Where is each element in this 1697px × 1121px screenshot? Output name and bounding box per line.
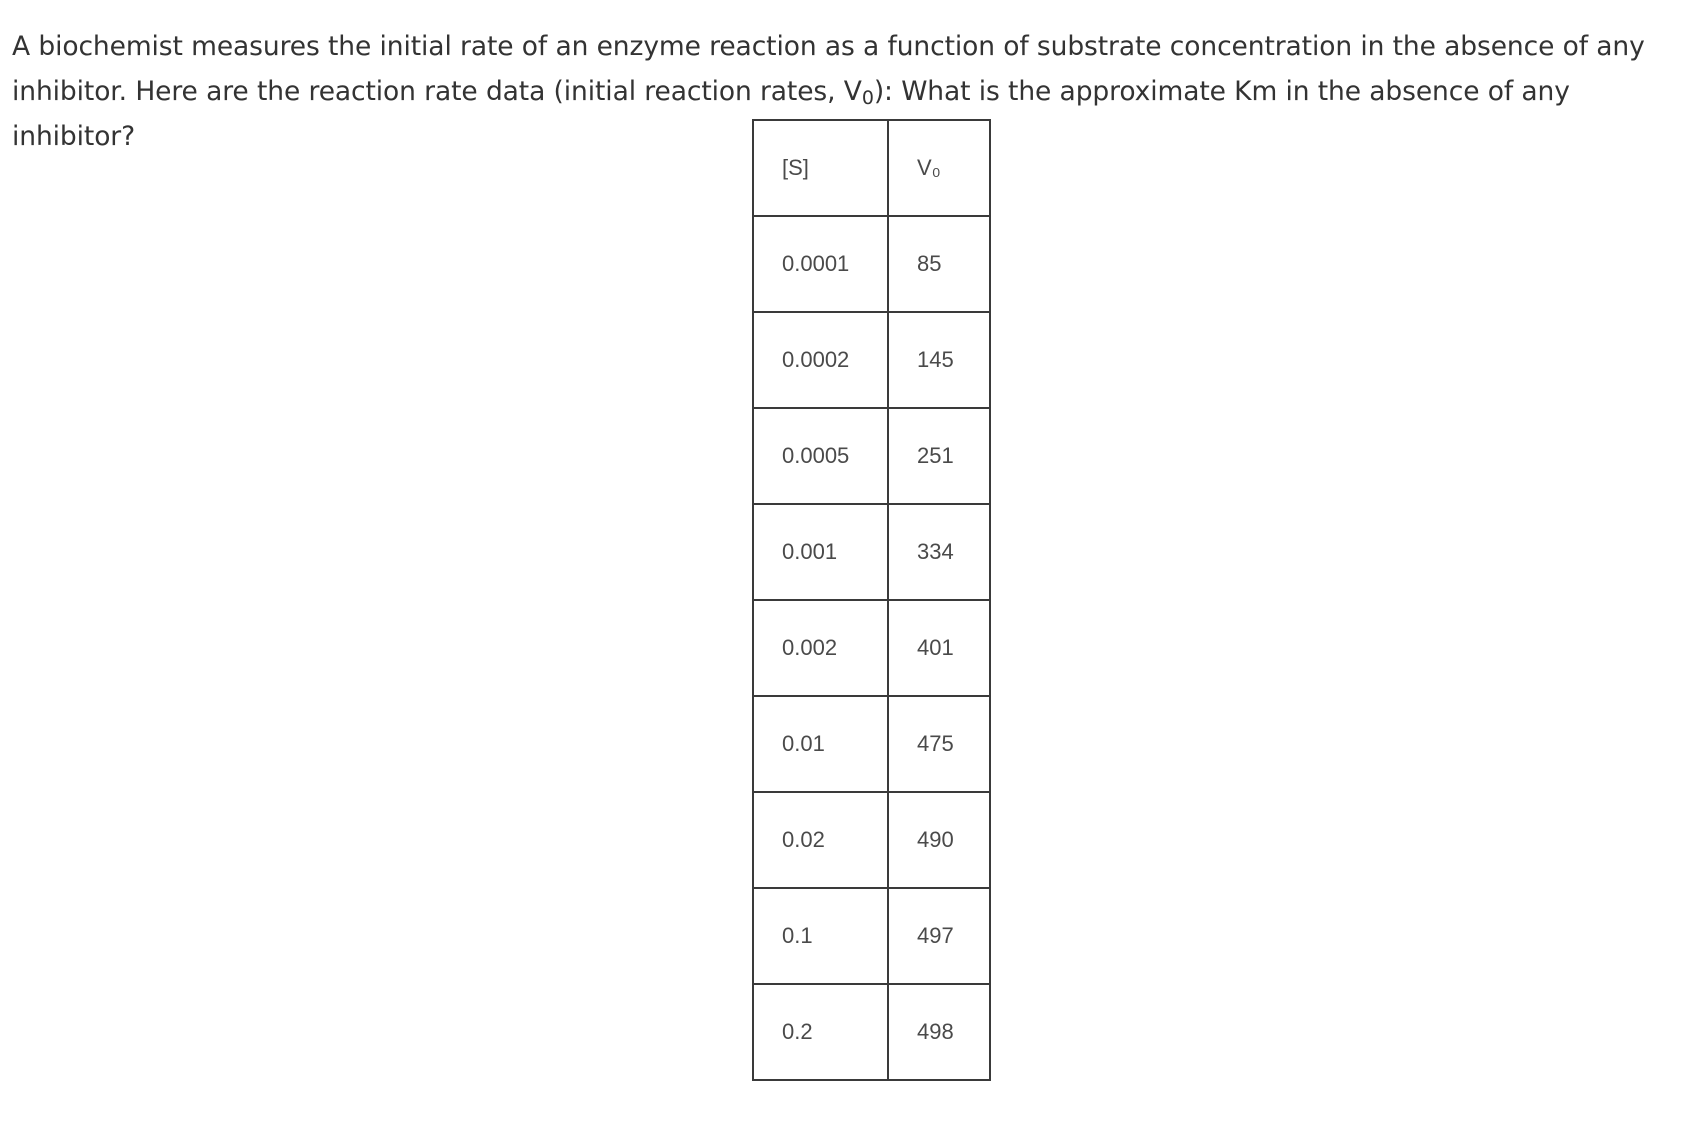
substrate-cell: 0.1 <box>753 888 888 984</box>
velocity-cell: 401 <box>888 600 990 696</box>
table-row <box>753 792 990 888</box>
substrate-cell: 0.0001 <box>753 216 888 312</box>
rate-data-table <box>752 119 991 1081</box>
velocity-cell: 475 <box>888 696 990 792</box>
velocity-cell: 85 <box>888 216 990 312</box>
velocity-cell: 145 <box>888 312 990 408</box>
table-row <box>753 984 990 1080</box>
table-row <box>753 408 990 504</box>
table-row <box>753 696 990 792</box>
substrate-cell: 0.0005 <box>753 408 888 504</box>
substrate-cell: 0.02 <box>753 792 888 888</box>
velocity-cell: 334 <box>888 504 990 600</box>
substrate-cell: 0.01 <box>753 696 888 792</box>
table-header-row <box>753 120 990 216</box>
velocity-cell: 251 <box>888 408 990 504</box>
velocity-cell: 490 <box>888 792 990 888</box>
table-row <box>753 600 990 696</box>
header-velocity: V₀ <box>888 120 990 216</box>
question-subscript: 0 <box>861 87 874 109</box>
substrate-cell: 0.001 <box>753 504 888 600</box>
table-row <box>753 312 990 408</box>
question-part2: ): What is the approximate Km in the absence of any inhibitor? <box>12 76 1570 152</box>
substrate-cell: 0.0002 <box>753 312 888 408</box>
velocity-cell: 497 <box>888 888 990 984</box>
table-row <box>753 504 990 600</box>
substrate-cell: 0.002 <box>753 600 888 696</box>
velocity-cell: 498 <box>888 984 990 1080</box>
table-row <box>753 216 990 312</box>
table-row <box>753 888 990 984</box>
header-substrate: [S] <box>753 120 888 216</box>
substrate-cell: 0.2 <box>753 984 888 1080</box>
question-part1: A biochemist measures the initial rate of an enzyme reaction as a function of substrate concentration in the absence of any inhibitor. Here are the reaction rate data (initial reaction rates, V <box>12 31 1645 107</box>
